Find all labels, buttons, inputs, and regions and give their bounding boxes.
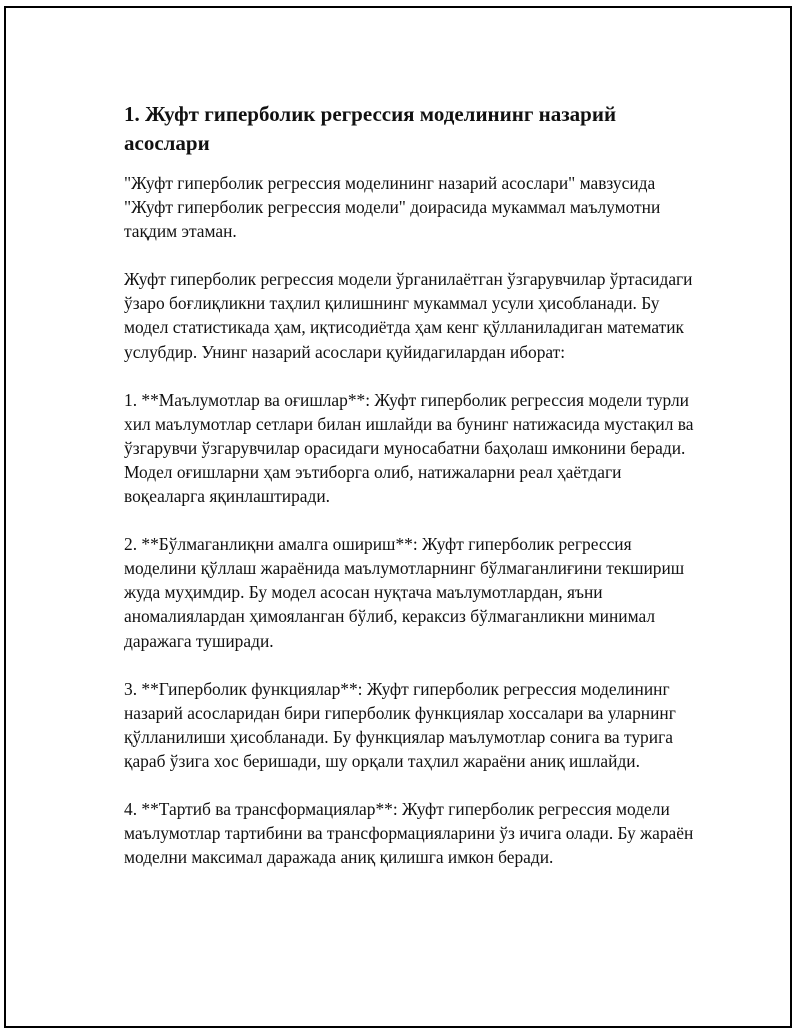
- document-title: 1. Жуфт гиперболик регрессия моделининг назарий асослари: [124, 102, 617, 155]
- point-3-paragraph: 3. **Гиперболик функциялар**: Жуфт гиперболик регрессия моделининг назарий асосларидан бири гиперболик функциялар хоссалари ва уларнинг қўлланилиши ҳисобланади. Бу функциялар маълумотлар сонига ва турига қараб ўзига хос беришади, шу орқали таҳлил жараёни аниқ ишлайди.: [124, 678, 676, 771]
- point-1-paragraph: 1. **Маълумотлар ва оғишлар**: Жуфт гиперболик регрессия модели турли хил маълумотлар сетлари билан ишлайди ва бунинг натижасида мустақил ва ўзгарувчи ўзгарувчилар орасидаги муносабатни баҳолаш имконини беради. Модел оғишларни ҳам эътиборга олиб, натижаларни реал ҳаётдаги воқеаларга яқинлаштиради.: [124, 389, 694, 507]
- overview-paragraph: Жуфт гиперболик регрессия модели ўрганилаётган ўзгарувчилар ўртасидаги ўзаро боғлиқликни таҳлил қилишнинг мукаммал усули ҳисобланади. Бу модел статистикада ҳам, иқтисодиётда ҳам кенг қўлланиладиган математик услубдир. Унинг назарий асослари қуйидагилардан иборат:: [124, 269, 693, 362]
- page-frame: [4, 6, 792, 1028]
- document-body: [124, 100, 699, 893]
- point-4-paragraph: 4. **Тартиб ва трансформациялар**: Жуфт гиперболик регрессия модели маълумотлар тартибини ва трансформацияларини ўз ичига олади. Бу жараён моделни максимал даражада аниқ қилишга имкон беради.: [124, 798, 694, 868]
- intro-paragraph: "Жуфт гиперболик регрессия моделининг назарий асослари" мавзусида "Жуфт гиперболик регрессия модели" доирасида мукаммал маълумотни тақдим этаман.: [124, 173, 661, 242]
- point-2-paragraph: 2. **Бўлмаганлиқни амалга ошириш**: Жуфт гиперболик регрессия моделини қўллаш жараёнида маълумотларнинг бўлмаганлиғини текшириш жуда муҳимдир. Бу модел асосан нуқтача маълумотлардан, яъни аномалиялардан ҳимояланган бўлиб, кераксиз бўлмаганликни минимал даражага туширади.: [124, 534, 685, 651]
